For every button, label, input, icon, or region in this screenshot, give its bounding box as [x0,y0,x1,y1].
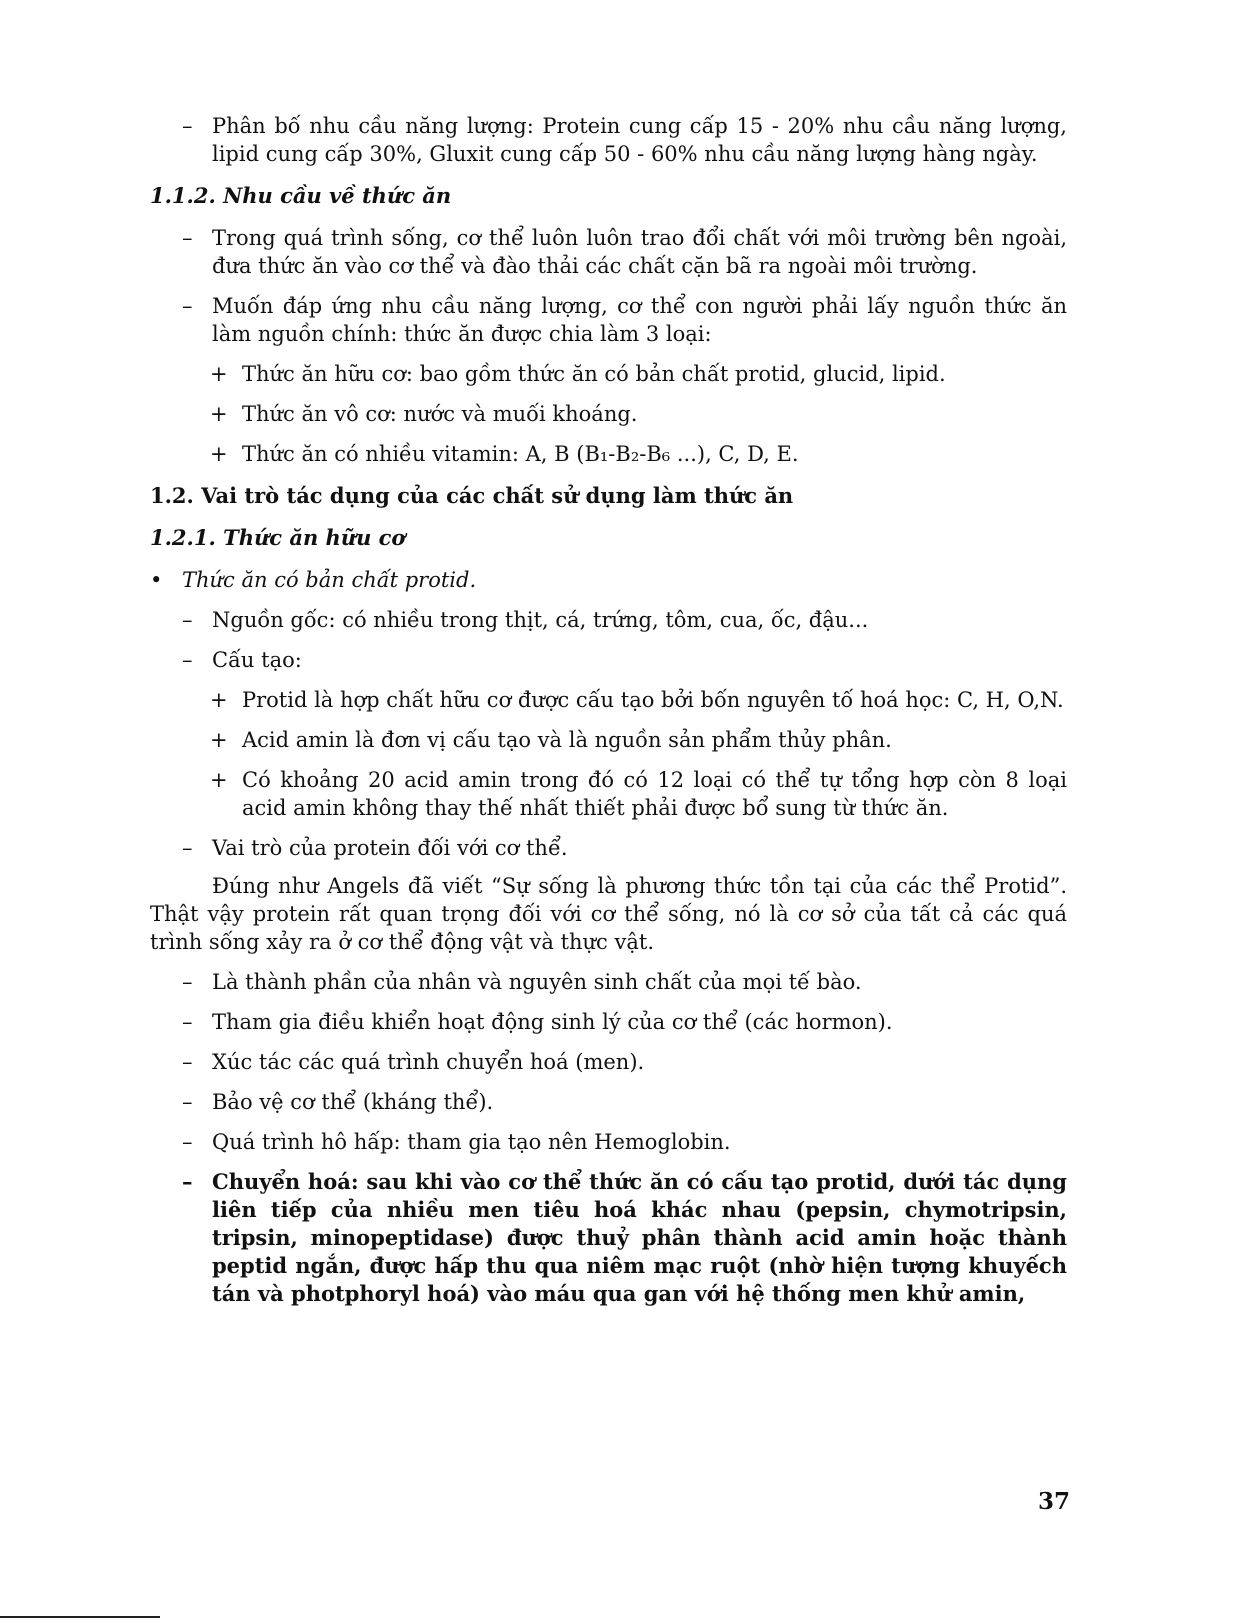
dash-mark: – [182,648,193,672]
item-text: Phân bố nhu cầu năng lượng: Protein cung cấp 15 - 20% nhu cầu năng lượng, lipid cung cấp 30%, Gluxit cung cấp 50 - 60% nhu cầu năng lượng hàng ngày. [212,114,1067,166]
list-item [150,686,1067,714]
dash-mark: – [182,970,193,994]
list-item [150,834,1067,862]
dash-mark: – [182,294,193,318]
item-text: Xúc tác các quá trình chuyển hoá (men). [212,1050,645,1074]
bullet-item [150,566,1067,594]
item-text: Vai trò của protein đối với cơ thể. [212,836,568,860]
page-content [150,112,1067,1308]
list-item [150,646,1067,674]
dash-mark: – [182,1010,193,1034]
item-text: Là thành phần của nhân và nguyên sinh chất của mọi tế bào. [212,970,862,994]
item-text: Trong quá trình sống, cơ thể luôn luôn trao đổi chất với môi trường bên ngoài, đưa thức ăn vào cơ thể và đào thải các chất cặn bã ra ngoài môi trường. [212,226,1067,278]
plus-mark: + [210,768,228,792]
list-item [150,112,1067,168]
list-item [150,606,1067,634]
list-item [150,440,1067,468]
dash-mark: – [182,226,193,250]
item-text: Tham gia điều khiển hoạt động sinh lý của cơ thể (các hormon). [212,1010,893,1034]
item-text: Protid là hợp chất hữu cơ được cấu tạo bởi bốn nguyên tố hoá học: C, H, O,N. [242,688,1064,712]
dash-mark: – [182,1090,193,1114]
scan-edge-line [0,1616,160,1618]
subsection-heading: 1.2.1. Thức ăn hữu cơ [150,525,406,550]
item-text: Chuyển hoá: sau khi vào cơ thể thức ăn có cấu tạo protid, dưới tác dụng liên tiếp của nhiều men tiêu hoá khác nhau (pepsin, chymotripsin, tripsin, minopeptidase) được thuỷ phân thành acid amin hoặc thành peptid ngắn, được hấp thu qua niêm mạc ruột (nhờ hiện tượng khuyếch tán và photphoryl hoá) vào máu qua gan với hệ thống men khử amin, [212,1169,1067,1306]
plus-mark: + [210,442,228,466]
dash-mark: – [182,836,193,860]
item-text: Bảo vệ cơ thể (kháng thể). [212,1090,494,1114]
page-number: 37 [1037,1488,1070,1515]
dash-mark: – [182,1050,193,1074]
list-item [150,968,1067,996]
item-text: Thức ăn hữu cơ: bao gồm thức ăn có bản chất protid, glucid, lipid. [242,362,946,386]
plus-mark: + [210,402,228,426]
plus-mark: + [210,362,228,386]
list-item [150,1088,1067,1116]
item-text: Có khoảng 20 acid amin trong đó có 12 loại có thể tự tổng hợp còn 8 loại acid amin không thay thế nhất thiết phải được bổ sung từ thức ăn. [242,768,1067,820]
list-item [150,1048,1067,1076]
list-item [150,1128,1067,1156]
section-heading: 1.2. Vai trò tác dụng của các chất sử dụng làm thức ăn [150,483,794,508]
list-item [150,766,1067,822]
plus-mark: + [210,688,228,712]
item-text: Quá trình hô hấp: tham gia tạo nên Hemoglobin. [212,1130,731,1154]
dash-mark: – [182,1169,193,1194]
dash-mark: – [182,114,193,138]
list-item [150,360,1067,388]
item-text: Acid amin là đơn vị cấu tạo và là nguồn sản phẩm thủy phân. [242,728,892,752]
body-paragraph: Đúng như Angels đã viết “Sự sống là phương thức tồn tại của các thể Protid”. Thật vậy protein rất quan trọng đối với cơ thể sống, nó là cơ sở của tất cả các quá trình sống xảy ra ở cơ thể động vật và thực vật. [150,874,1067,954]
list-item [150,726,1067,754]
dash-mark: – [182,1130,193,1154]
bullet-mark: • [150,568,163,592]
item-text: Thức ăn vô cơ: nước và muối khoáng. [242,402,638,426]
section-heading: 1.1.2. Nhu cầu về thức ăn [150,183,452,208]
list-item [150,1168,1067,1308]
list-item [150,400,1067,428]
item-text: Thức ăn có nhiều vitamin: A, B (B₁-B₂-B₆ ...), C, D, E. [242,442,799,466]
item-text: Cấu tạo: [212,648,302,672]
item-text: Thức ăn có bản chất protid. [182,568,477,592]
plus-mark: + [210,728,228,752]
list-item [150,292,1067,348]
list-item [150,224,1067,280]
item-text: Nguồn gốc: có nhiều trong thịt, cá, trứng, tôm, cua, ốc, đậu... [212,608,869,632]
dash-mark: – [182,608,193,632]
list-item [150,1008,1067,1036]
item-text: Muốn đáp ứng nhu cầu năng lượng, cơ thể con người phải lấy nguồn thức ăn làm nguồn chính: thức ăn được chia làm 3 loại: [212,294,1067,346]
